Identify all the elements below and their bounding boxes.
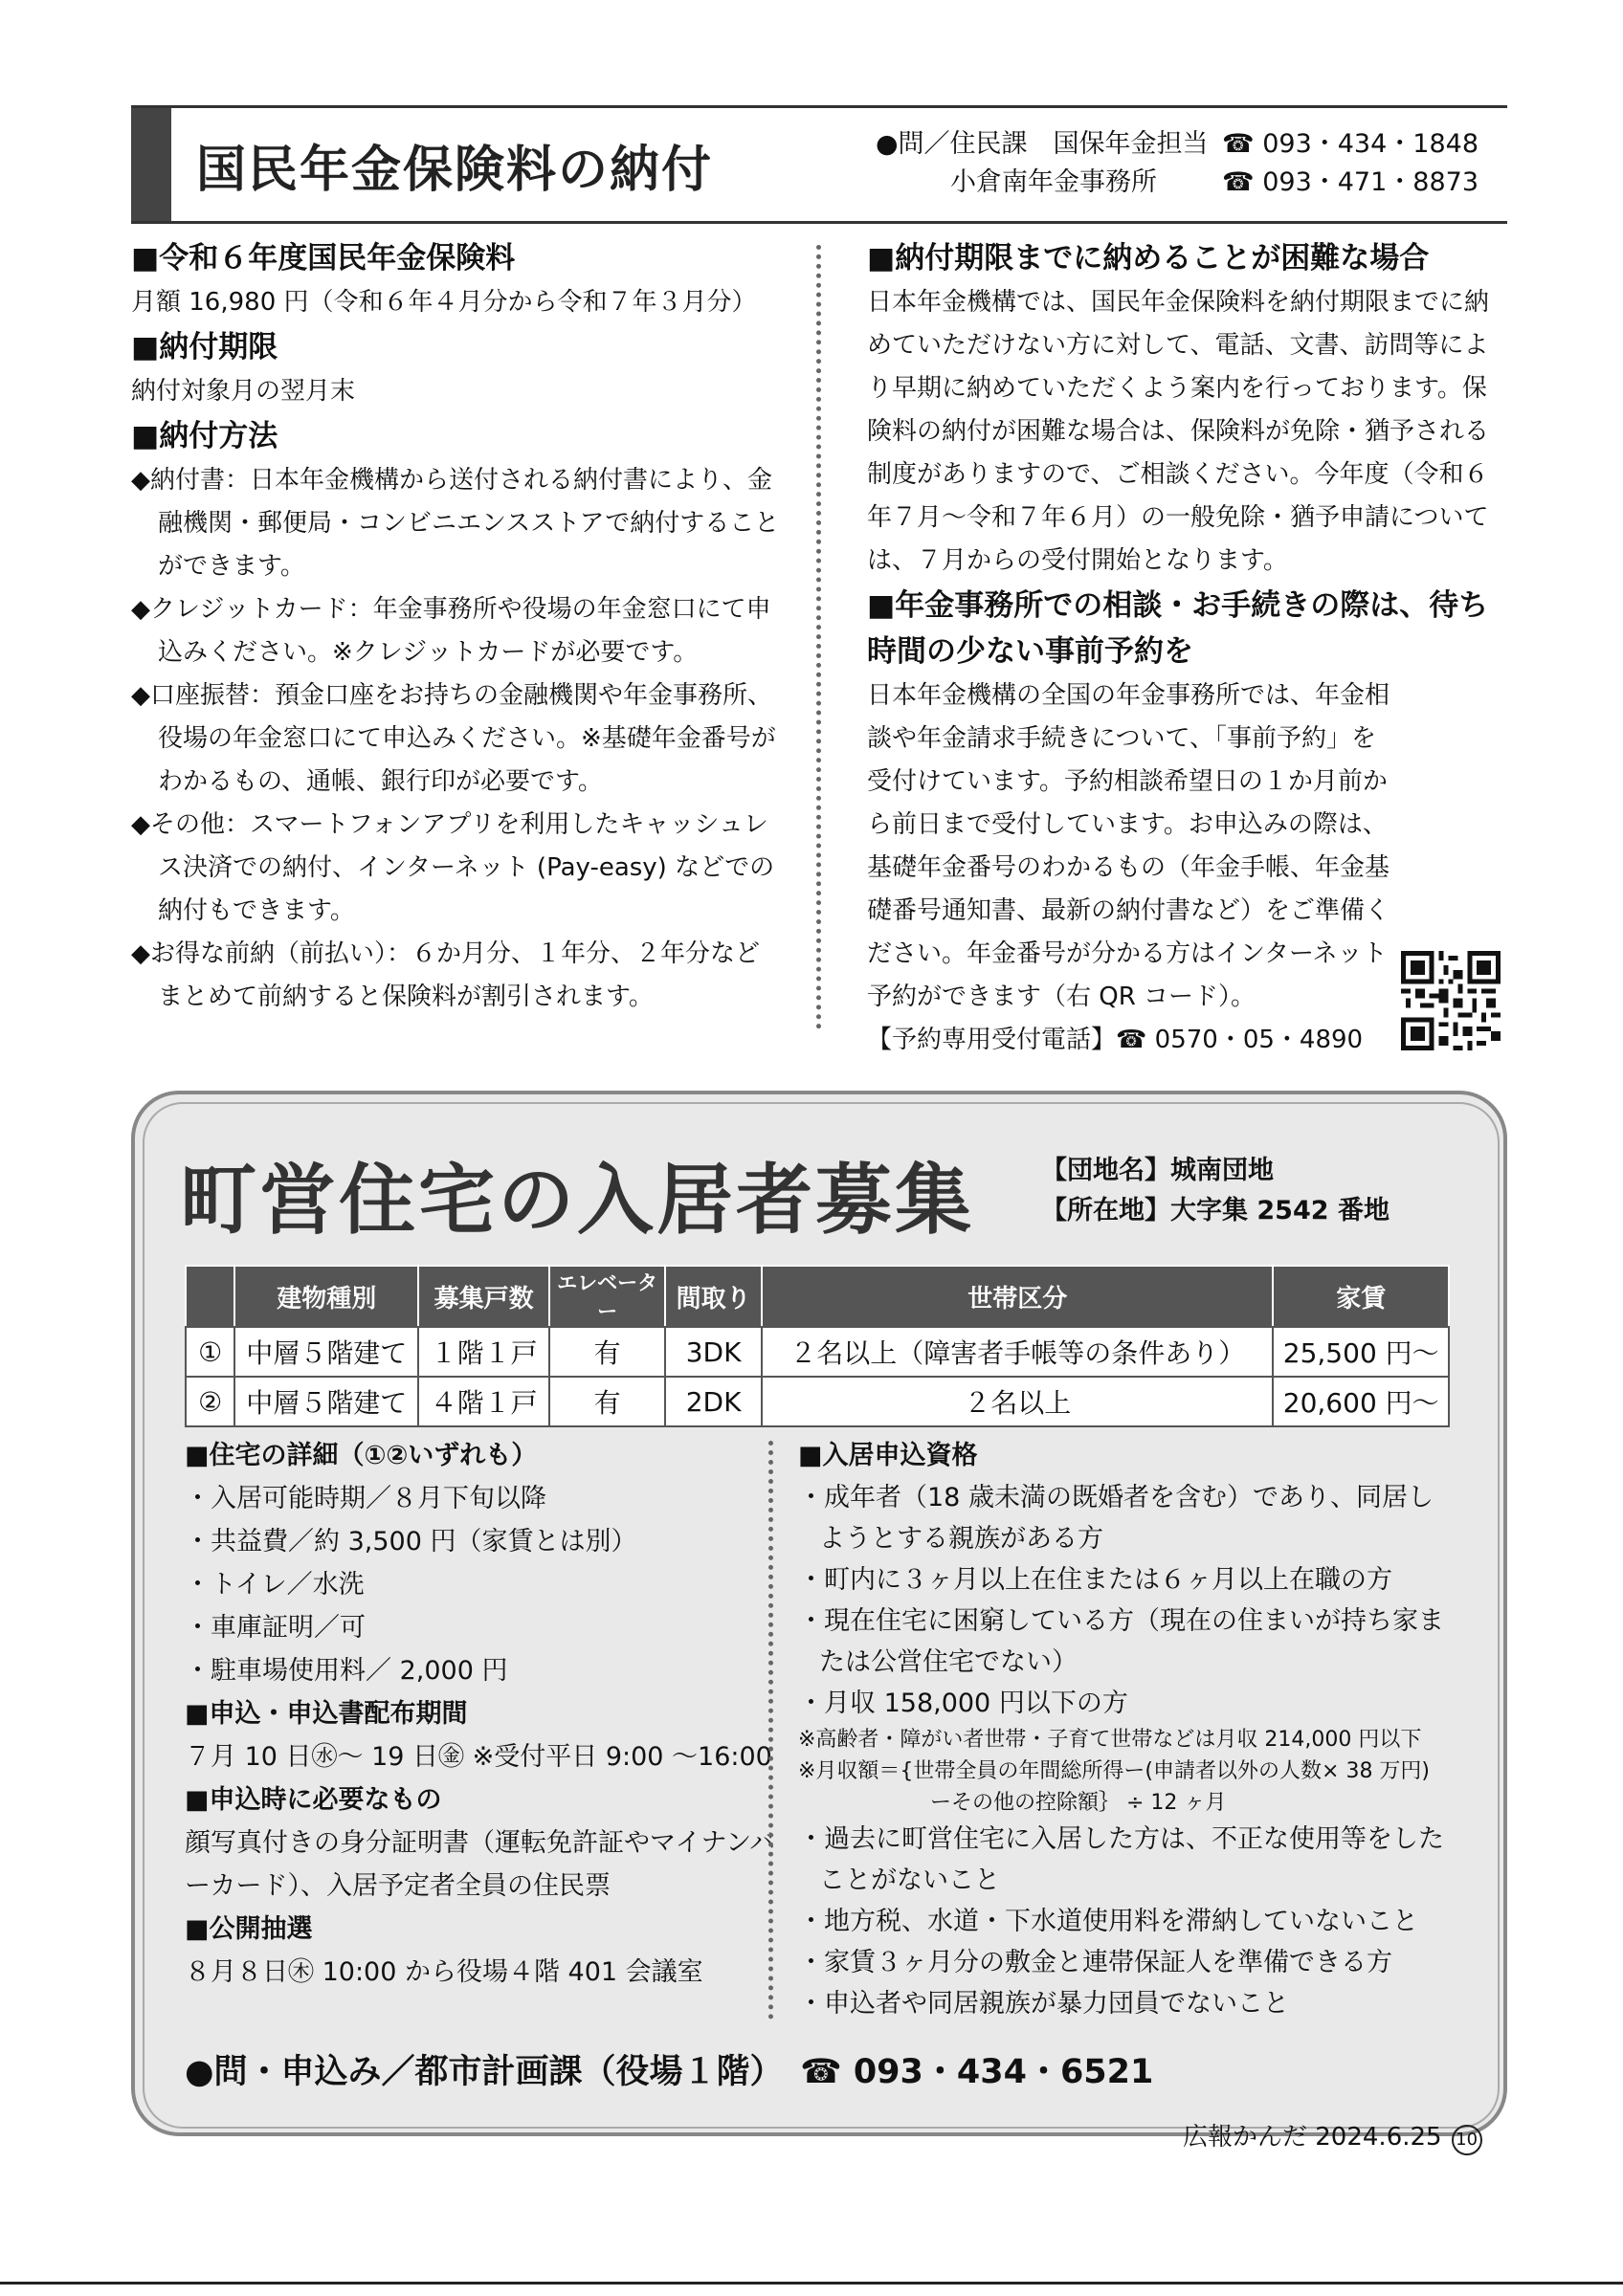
table-cell: 2DK bbox=[665, 1377, 762, 1426]
table-header: 世帯区分 bbox=[762, 1266, 1273, 1327]
table-header bbox=[186, 1266, 234, 1327]
premium-amount: 月額 16,980 円（令和６年４月分から令和７年３月分） bbox=[131, 288, 757, 317]
contact-phone-1: ☎ 093・434・1848 bbox=[1222, 129, 1478, 159]
page-footer bbox=[1183, 2117, 1482, 2155]
method-heading: ■納付方法 bbox=[131, 419, 278, 453]
table-cell: ２名以上（障害者手帳等の条件あり） bbox=[762, 1327, 1273, 1377]
table-cell: 有 bbox=[549, 1377, 665, 1426]
period-text: ７月 10 日㊌〜 19 日㊎ ※受付平日 9:00 〜16:00 bbox=[185, 1742, 772, 1772]
complex-address: 【所在地】大字集 2542 番地 bbox=[1041, 1196, 1390, 1225]
housing-contact: ●問・申込み／都市計画課（役場１階） ☎ 093・434・6521 bbox=[185, 2053, 1154, 2091]
income-formula: ※月収額＝{世帯全員の年間総所得ー(申請者以外の人数× 38 万円) bbox=[798, 1759, 1431, 1783]
list-item: ・町内に３ヶ月以上在住または６ヶ月以上在職の方 bbox=[798, 1565, 1392, 1595]
reservation-text: 日本年金機構の全国の年金事務所では、年金相談や年金請求手続きについて、「事前予約」を受付けています。予約相談希望日の１か月前から前日まで受付しています。お申込みの際は、基礎年金番号のわかるもの（年金手帳、年金基礎番号通知書、最新の納付書など）をご準備ください。年金番号が分かる方はインターネット予約ができます（右 QR コード）。 bbox=[867, 681, 1390, 1011]
housing-table bbox=[185, 1265, 1450, 1427]
table-cell: 20,600 円〜 bbox=[1273, 1377, 1449, 1426]
table-header: 建物種別 bbox=[234, 1266, 418, 1327]
qr-code-icon[interactable] bbox=[1401, 951, 1501, 1050]
table-cell: ② bbox=[186, 1377, 234, 1426]
table-header-row bbox=[186, 1266, 1449, 1327]
list-item: ・成年者（18 歳未満の既婚者を含む）であり、同居しようとする親族がある方 bbox=[798, 1483, 1434, 1554]
lottery-text: ８月８日㊍ 10:00 から役場４階 401 会議室 bbox=[185, 1957, 703, 1987]
deadline-heading: ■納付期限 bbox=[131, 330, 278, 364]
table-header: 間取り bbox=[665, 1266, 762, 1327]
list-item: ・家賃３ヶ月分の敷金と連帯保証人を準備できる方 bbox=[798, 1948, 1392, 1977]
header-accent-bar bbox=[131, 108, 171, 221]
pension-header bbox=[131, 105, 1507, 224]
reservation-phone: 【予約専用受付電話】☎ 0570・05・4890 bbox=[867, 1026, 1364, 1054]
eligibility-heading: ■入居申込資格 bbox=[798, 1441, 978, 1470]
pension-right-column bbox=[867, 235, 1510, 1062]
table-cell: 中層５階建て bbox=[234, 1327, 418, 1377]
premium-heading: ■令和６年度国民年金保険料 bbox=[131, 241, 516, 276]
period-heading: ■申込・申込書配布期間 bbox=[185, 1699, 468, 1729]
complex-name: 【団地名】城南団地 bbox=[1041, 1156, 1274, 1185]
table-cell: 中層５階建て bbox=[234, 1377, 418, 1426]
list-item: ・月収 158,000 円以下の方 bbox=[798, 1689, 1128, 1718]
table-row bbox=[186, 1327, 1449, 1377]
table-header: 募集戸数 bbox=[418, 1266, 549, 1327]
list-item: ・過去に町営住宅に入居した方は、不正な使用等をしたことがないこと bbox=[798, 1824, 1444, 1895]
contact-phone-2: ☎ 093・471・8873 bbox=[1222, 167, 1478, 197]
reservation-heading: ■年金事務所での相談・お手続きの際は、待ち時間の少ない事前予約を bbox=[867, 588, 1489, 669]
list-item: ・入居可能時期／８月下旬以降 bbox=[185, 1484, 546, 1513]
table-cell: ４階１戸 bbox=[418, 1377, 549, 1426]
list-item: ・共益費／約 3,500 円（家賃とは別） bbox=[185, 1527, 637, 1556]
method-item: ◆口座振替：預金口座をお持ちの金融機関や年金事務所、役場の年金窓口にて申込みください。※基礎年金番号がわかるもの、通帳、銀行印が必要です。 bbox=[131, 681, 776, 796]
list-item: ・駐車場使用料／ 2,000 円 bbox=[185, 1656, 508, 1686]
publication-label: 広報かんだ 2024.6.25 bbox=[1183, 2123, 1442, 2152]
deadline-text: 納付対象月の翌月末 bbox=[131, 377, 356, 406]
housing-title: 町営住宅の入居者募集 bbox=[180, 1156, 974, 1245]
required-text: 顔写真付きの身分証明書（運転免許証やマイナンバーカード）、入居予定者全員の住民票 bbox=[185, 1828, 776, 1901]
housing-meta bbox=[1041, 1151, 1390, 1231]
pension-title: 国民年金保険料の納付 bbox=[196, 142, 714, 199]
table-cell: ２名以上 bbox=[762, 1377, 1273, 1426]
housing-right-column bbox=[798, 1434, 1458, 2024]
table-cell: 25,500 円〜 bbox=[1273, 1327, 1449, 1377]
table-cell: 3DK bbox=[665, 1327, 762, 1377]
list-item: ・現在住宅に困窮している方（現在の住まいが持ち家または公営住宅でない） bbox=[798, 1606, 1444, 1677]
pension-left-column bbox=[131, 235, 782, 1019]
method-item: ◆納付書：日本年金機構から送付される納付書により、金融機関・郵便局・コンビニエンスストアで納付することができます。 bbox=[131, 466, 780, 581]
pension-contact bbox=[876, 125, 1478, 202]
income-formula-cont: ーその他の控除額｝ ÷ 12 ヶ月 bbox=[930, 1791, 1227, 1815]
bottom-rule bbox=[0, 2282, 1623, 2285]
income-note: ※高齢者・障がい者世帯・子育て世帯などは月収 214,000 円以下 bbox=[798, 1728, 1422, 1752]
table-header: 家賃 bbox=[1273, 1266, 1449, 1327]
table-cell: 有 bbox=[549, 1327, 665, 1377]
column-divider bbox=[768, 1441, 773, 2020]
table-header: エレベーター bbox=[549, 1266, 665, 1327]
column-divider bbox=[816, 245, 821, 1029]
contact-label-2: 小倉南年金事務所 bbox=[950, 167, 1157, 197]
method-item: ◆お得な前納（前払い）：６か月分、１年分、２年分などまとめて前納すると保険料が割引されます。 bbox=[131, 939, 760, 1011]
housing-left-column bbox=[185, 1434, 778, 1994]
method-item: ◆その他：スマートフォンアプリを利用したキャッシュレス決済での納付、インターネット (Pay-easy) などでの納付もできます。 bbox=[131, 810, 775, 925]
table-cell: １階１戸 bbox=[418, 1327, 549, 1377]
lottery-heading: ■公開抽選 bbox=[185, 1914, 313, 1944]
difficulty-text: 日本年金機構では、国民年金保険料を納付期限までに納めていただけない方に対して、電話、文書、訪問等により早期に納めていただくよう案内を行っております。保険料の納付が困難な場合は、保険料が免除・猶予される制度がありますので、ご相談ください。今年度（令和６年７月〜令和７年６月）の一般免除・猶予申請については、７月からの受付開始となります。 bbox=[867, 288, 1490, 575]
difficulty-heading: ■納付期限までに納めることが困難な場合 bbox=[867, 241, 1430, 276]
list-item: ・車庫証明／可 bbox=[185, 1613, 366, 1643]
table-row bbox=[186, 1377, 1449, 1426]
details-heading: ■住宅の詳細（①②いずれも） bbox=[185, 1441, 538, 1470]
table-cell: ① bbox=[186, 1327, 234, 1377]
list-item: ・地方税、水道・下水道使用料を滞納していないこと bbox=[798, 1907, 1418, 1936]
required-heading: ■申込時に必要なもの bbox=[185, 1785, 442, 1815]
page-number: 10 bbox=[1452, 2125, 1482, 2155]
method-item: ◆クレジットカード：年金事務所や役場の年金窓口にて申込みください。※クレジットカードが必要です。 bbox=[131, 595, 771, 667]
list-item: ・申込者や同居親族が暴力団員でないこと bbox=[798, 1989, 1289, 2019]
list-item: ・トイレ／水洗 bbox=[185, 1570, 365, 1600]
contact-label-1: ●問／住民課 国保年金担当 bbox=[876, 129, 1209, 159]
